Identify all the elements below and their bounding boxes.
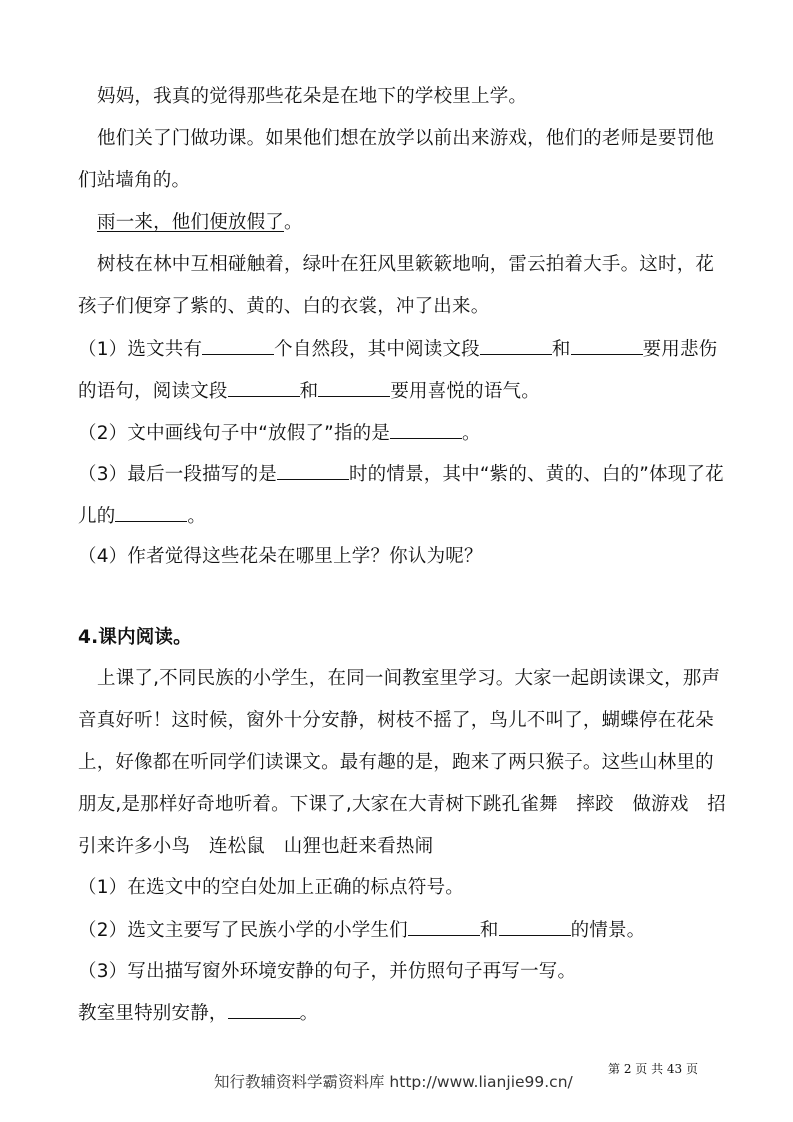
page-number: 第 2 页 共 43 页: [608, 1062, 698, 1076]
question-text: 和: [479, 920, 499, 941]
question-3: [78, 463, 724, 486]
answer-blank[interactable]: [318, 380, 390, 397]
answer-blank[interactable]: [277, 463, 349, 480]
question-text: 儿的: [78, 506, 116, 527]
question-text: 的语句，阅读文段: [78, 381, 228, 402]
question-1: （1）在选文中的空白处加上正确的标点符号。: [78, 877, 464, 898]
question-text: 要用悲伤: [642, 339, 718, 360]
question-text: 的情景。: [570, 920, 646, 941]
question-text: 。: [462, 423, 481, 444]
question-text: 要用喜悦的语气。: [390, 381, 540, 402]
passage-line: 上课了,不同民族的小学生，在同一间教室里学习。大家一起朗读课文，那声: [97, 668, 721, 689]
answer-blank[interactable]: [571, 338, 643, 355]
answer-blank[interactable]: [499, 919, 571, 936]
passage-line: 朋友,是那样好奇地听着。下课了,大家在大青树下跳孔雀舞 摔跤 做游戏 招: [78, 794, 726, 815]
question-text: 教室里特别安静，: [78, 1003, 228, 1024]
passage-line: 他们关了门做功课。如果他们想在放学以前出来游戏，他们的老师是要罚他: [97, 128, 715, 149]
question-text: 。: [187, 506, 207, 527]
question-4: （4）作者觉得这些花朵在哪里上学？你认为呢？: [78, 546, 483, 567]
watermark-link[interactable]: 知行教辅资料学霸资料库 http://www.lianjie99.cn/: [214, 1073, 573, 1091]
question-1-cont: [78, 380, 540, 403]
question-text: 个自然段，其中阅读文段: [274, 339, 480, 360]
question-text: （2）选文主要写了民族小学的小学生们: [78, 920, 408, 941]
answer-line: [78, 1002, 318, 1025]
answer-blank[interactable]: [115, 505, 187, 522]
question-text: （3）最后一段描写的是: [78, 464, 277, 485]
passage-line: [97, 212, 303, 234]
question-text: 和: [299, 381, 319, 402]
answer-blank[interactable]: [228, 380, 300, 397]
answer-blank[interactable]: [408, 919, 480, 936]
question-1: [78, 338, 717, 361]
punct: 。: [284, 212, 303, 233]
question-2: [78, 919, 645, 942]
answer-blank[interactable]: [228, 1002, 300, 1019]
question-text: 和: [551, 339, 571, 360]
question-text: 。: [299, 1003, 319, 1024]
passage-line: 们站墙角的。: [78, 170, 191, 191]
question-3-cont: [78, 505, 206, 528]
question-2: [78, 422, 481, 445]
passage-line: 上，好像都在听同学们读课文。最有趣的是，跑来了两只猴子。这些山林里的: [78, 752, 714, 773]
answer-blank[interactable]: [390, 422, 462, 439]
answer-blank[interactable]: [480, 338, 552, 355]
section-heading: 4.课内阅读。: [78, 627, 192, 648]
passage-line: 音真好听！这时候，窗外十分安静，树枝不摇了，鸟儿不叫了，蝴蝶停在花朵: [78, 710, 714, 731]
passage-line: 孩子们便穿了紫的、黄的、白的衣裳，冲了出来。: [78, 296, 490, 317]
question-3: （3）写出描写窗外环境安静的句子，并仿照句子再写一写。: [78, 961, 577, 982]
underlined-sentence: 雨一来，他们便放假了: [97, 212, 285, 233]
passage-line: 树枝在林中互相碰触着，绿叶在狂风里簌簌地响，雷云拍着大手。这时，花: [97, 254, 715, 275]
passage-line: 引来许多小鸟 连松鼠 山狸也赶来看热闹: [78, 836, 434, 857]
question-text: （1）选文共有: [78, 339, 203, 360]
answer-blank[interactable]: [202, 338, 274, 355]
question-text: （2）文中画线句子中“放假了”指的是: [78, 423, 391, 444]
passage-line: 妈妈，我真的觉得那些花朵是在地下的学校里上学。: [97, 86, 528, 107]
question-text: 时的情景，其中“紫的、黄的、白的”体现了花: [348, 464, 724, 485]
